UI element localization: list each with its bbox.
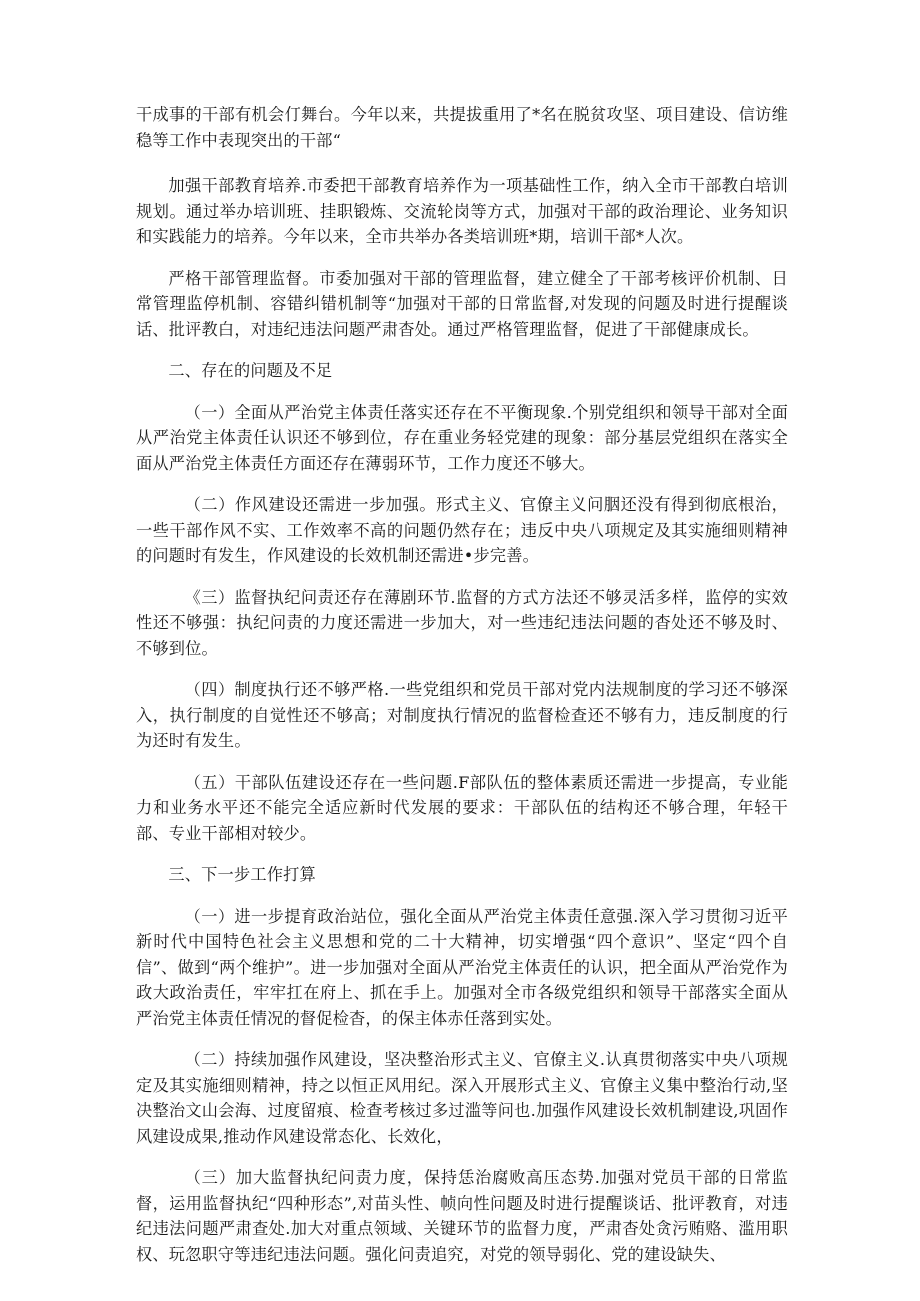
paragraph-11: （二）持续加强作风建设，坚决整治形式主义、官僚主义.认真贯彻落实中央八项规定及其实施细则精神，持之以恒正风用纪。深入开展形式主义、官僚主义集中整治行动,坚决整治文山会海、过度留痕、检查考核过多过滥等问也.加强作风建设长效机制建设,巩固作风建设成果,推动作风建设常态化、长效化， (136, 1050, 788, 1146)
paragraph-6: 《三）监督执纪问责还存在薄剧环节.监督的方式方法还不够灵活多样，监停的实效性还不够强：执纪问责的力度还需进一步加大，对一些违纪违法问题的杳处还不够及时、不够到位。 (136, 587, 788, 658)
paragraph-5: （二）作风建设还需进一步加强。形式主义、官僚主义问胭还没有得到彻底根治，一些干部作风不实、工作效率不高的问题仍然存在；违反中央八项规定及其实施细则精神的问题时有发生，作风建设的长效机制还需进•步完善。 (136, 495, 788, 565)
paragraph-1: 加强干部教育培养.市委把干部教育培养作为一项基础性工作，纳入全市干部教白培训规划。通过举办培训班、挂职锻炼、交流轮岗等方式，加强对干部的政治理论、业务知识和实践能力的培养。今年以来，全市共举办各类培训班*期，培训干部*人次。 (136, 176, 788, 246)
document-page (136, 102, 788, 1283)
paragraph-8: （五）干部队伍建设还存在一些问题.F部队伍的整体素质还需进一步提高，专业能力和业务水平还不能完全适应新时代发展的要求：干部队伍的结构还不够合理，年轻干部、专业干部相对较少。 (136, 772, 788, 843)
paragraph-7: （四）制度执行还不够严格.一些党组织和党员干部对党内法规制度的学习还不够深入，执行制度的自觉性还不够高；对制度执行情况的监督检查还不够有力，违反制度的行为还时有发生。 (136, 680, 788, 750)
paragraph-10: （一）进一步提育政治站位，强化全面从严治党主体责任意强.深入学习贯彻习近平新时代中国特色社会主义思想和党的二十大精神，切实增强“四个意识”、坚定“四个自信”、做到“两个维护”。进一步加强对全面从严治党主体责任的认识，把全面从严治党作为政大政治责任，牢牢扛在府上、抓在手上。加强对全市各级党组织和领导干部落实全面从严治党主体责任情况的督促检杳，的保主体赤任落到实处。 (136, 906, 788, 1028)
paragraph-0: 干成事的干部有机会仃舞台。今年以来，共提拔重用了*名在脱贫攻坚、项目建设、信访维稳等工作中表现突出的干部“ (136, 105, 788, 150)
paragraph-2: 严格干部管理监督。市委加强对干部的管理监督，建立健全了干部考核评价机制、日常管理监停机制、容错纠错机制等“加强对干部的日常监督,对发现的问题及时进行提醒谈话、批评教白，对违纪违法问题严肃杳处。通过严格管理监督，促进了干部健康成长。 (136, 268, 788, 339)
section-heading-3: 三、下一步工作打算 (168, 865, 316, 884)
paragraph-4: （一）全面从严治党主体责任落实还存在不平衡现象.个别党组织和领导干部对全面从严治党主体责任认识还不够到位，存在重业务轻党建的现象：部分基层党组织在落实全面从严治党主体责任方面还存在薄弱环节，工作力度还不够大。 (136, 402, 788, 473)
section-heading-2: 二、存在的问题及不足 (168, 361, 333, 380)
paragraph-12: （三）加大监督执纪问责力度，保持恁治腐败高压态势.加强对党员干部的日常监督，运用监督执纪“四种形态”,对苗头性、帧向性问题及时进行提醒谈话、批评教育，对违纪违法问题严肃查处.加大对重点领域、关键环节的监督力度，严肃杳处贪污贿赂、滥用职权、玩忽职守等违纪违法问题。强化问责追究，对党的领导弱化、党的建设缺失、 (136, 1168, 788, 1264)
